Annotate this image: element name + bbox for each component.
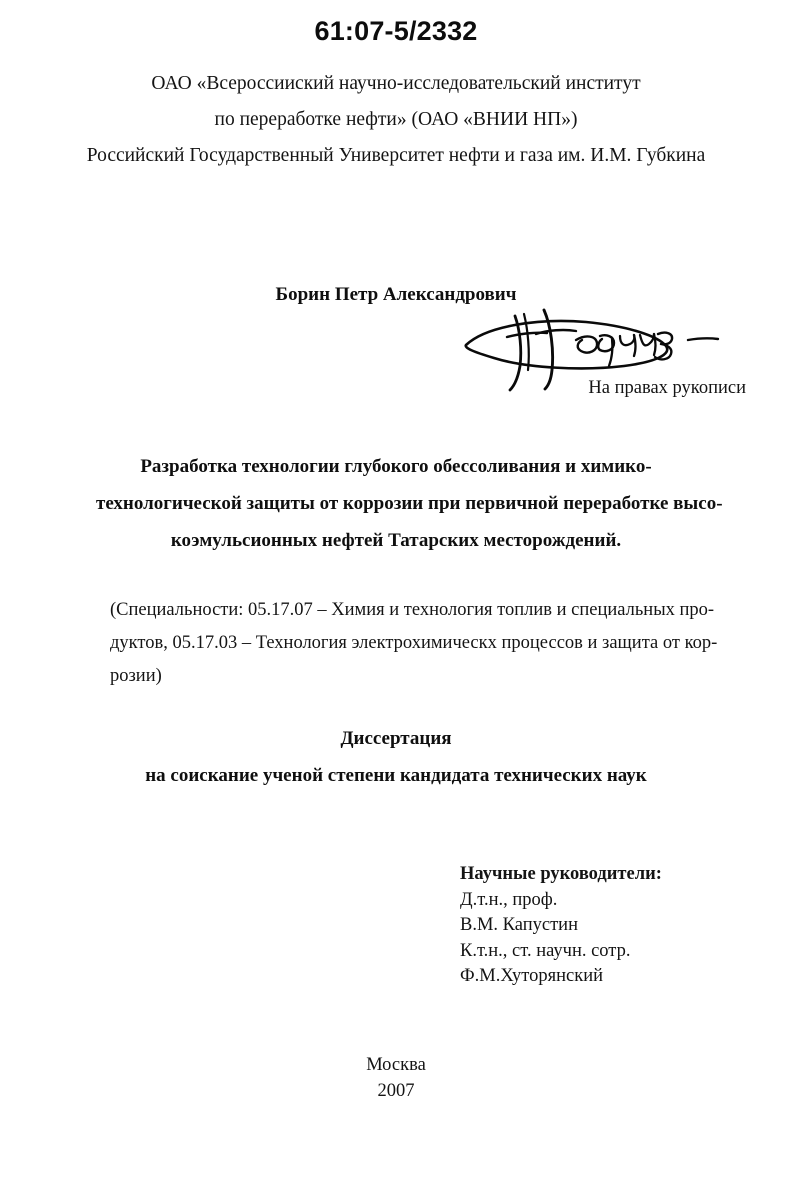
degree-statement (0, 720, 792, 794)
institution-header (76, 66, 716, 174)
specialties-line-1: (Специальности: 05.17.07 – Химия и технология топлив и специальных про- (110, 600, 715, 620)
specialties-paragraph (110, 594, 718, 693)
specialties-line-2: дуктов, 05.17.03 – Технология электрохимическх процессов и защита от кор- (110, 633, 718, 653)
publication-footer (0, 1052, 792, 1104)
supervisor-2-degree: К.т.н., ст. научн. сотр. (460, 940, 631, 961)
specialties-line-3: розии) (110, 666, 162, 686)
title-line-1: Разработка технологии глубокого обессоливания и химико- (140, 456, 652, 477)
title-line-2: технологической защиты от коррозии при первичной переработке высо- (96, 493, 723, 514)
publication-year: 2007 (377, 1081, 415, 1101)
supervisor-1-name: В.М. Капустин (460, 915, 578, 935)
publication-city: Москва (366, 1055, 426, 1075)
degree-line-1: Диссертация (340, 728, 452, 749)
supervisor-1-degree: Д.т.н., проф. (460, 889, 558, 910)
institution-line-1: ОАО «Всероссииский научно-исследовательский институт (151, 73, 641, 94)
institution-line-3: Российский Государственный Университет нефти и газа им. И.М. Губкина (86, 145, 706, 166)
degree-line-2: на соискание ученой степени кандидата технических наук (145, 765, 647, 786)
supervisors-heading: Научные руководители: (460, 864, 662, 884)
author-name: Борин Петр Александрович (275, 284, 517, 305)
institution-line-2: по переработке нефти» (ОАО «ВНИИ НП») (214, 109, 578, 130)
manuscript-rights-note: На правах рукописи (588, 378, 746, 398)
catalog-number: 61:07-5/2332 (314, 16, 478, 46)
title-line-3: коэмульсионных нефтей Татарских месторождений. (170, 530, 622, 551)
dissertation-title (96, 448, 723, 559)
supervisor-2-name: Ф.М.Хуторянский (460, 966, 604, 986)
supervisors-block (460, 862, 760, 990)
